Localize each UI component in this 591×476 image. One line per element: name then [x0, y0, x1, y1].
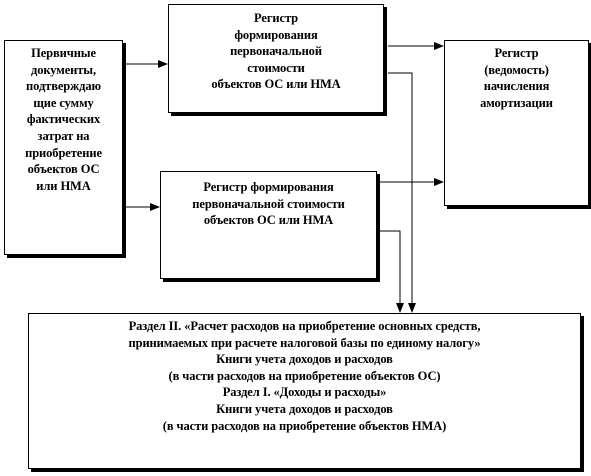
- primary-documents-line: подтверждаю: [26, 79, 101, 94]
- register-top-box: [168, 4, 384, 113]
- book-sections-line: Раздел I. «Доходы и расходы»: [222, 385, 387, 400]
- register-middle-text: [161, 172, 376, 229]
- register-top-line: формирования: [234, 27, 318, 42]
- primary-documents-line: объектов ОС: [27, 162, 100, 177]
- book-sections-line: (в части расходов на приобретение объектов НМА): [162, 418, 447, 433]
- register-middle-line: первоначальной стоимости: [192, 196, 345, 211]
- arrow-register-top-to-book-sections: [388, 73, 412, 312]
- book-sections-line: принимаемых при расчете налоговой базы по единому налогу»: [128, 335, 481, 350]
- arrow-register-middle-to-book-sections: [380, 231, 400, 312]
- amortization-register-line: начисления: [483, 79, 550, 94]
- book-sections-line: Раздел II. «Расчет расходов на приобретение основных средств,: [128, 319, 481, 333]
- book-sections-text: [29, 314, 580, 434]
- register-top-line: первоначальной: [230, 44, 322, 59]
- primary-documents-box: [4, 40, 123, 255]
- register-middle-box: [160, 171, 377, 279]
- register-top-text: [169, 5, 383, 93]
- amortization-register-box: [444, 40, 589, 206]
- book-sections-box: [28, 313, 581, 469]
- amortization-register-line: Регистр: [494, 46, 539, 60]
- primary-documents-line: щие сумму: [33, 95, 94, 110]
- register-middle-line: объектов ОС или НМА: [203, 213, 334, 228]
- amortization-register-text: [445, 41, 588, 111]
- primary-documents-line: затрат на: [37, 128, 90, 143]
- primary-documents-line: Первичные: [31, 46, 96, 60]
- amortization-register-line: (ведомость): [484, 62, 549, 77]
- register-top-line: Регистр: [254, 11, 298, 25]
- primary-documents-line: приобретение: [25, 145, 102, 160]
- book-sections-line: Книги учета доходов и расходов: [216, 401, 393, 416]
- primary-documents-text: [5, 41, 122, 194]
- primary-documents-line: документы,: [31, 62, 96, 77]
- book-sections-line: Книги учета доходов и расходов: [216, 352, 393, 367]
- primary-documents-line: или НМА: [36, 178, 91, 193]
- primary-documents-line: фактических: [26, 112, 101, 127]
- register-top-line: объектов ОС или НМА: [211, 77, 341, 92]
- book-sections-line: (в части расходов на приобретение объектов ОС): [168, 368, 441, 383]
- amortization-register-line: амортизации: [480, 95, 553, 110]
- register-middle-line: Регистр формирования: [203, 180, 334, 194]
- register-top-line: стоимости: [247, 60, 305, 75]
